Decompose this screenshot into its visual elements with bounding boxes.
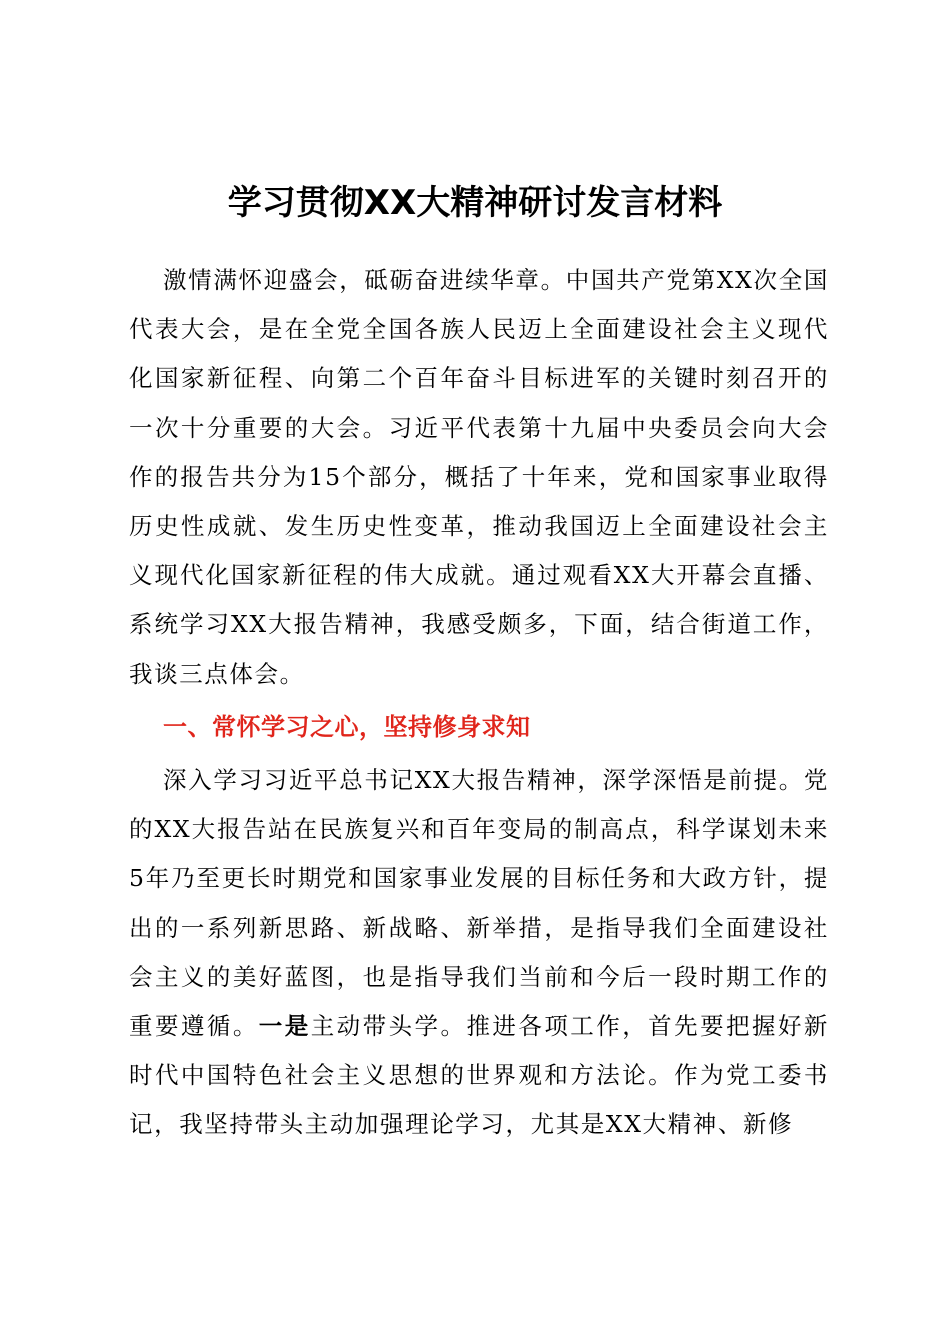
section-heading-1: 一、常怀学习之心，坚持修身求知 xyxy=(163,713,531,741)
section-1-emphasis: 一是 xyxy=(258,1012,311,1041)
section-1-text-a: 深入学习习近平总书记XX大报告精神，深学深悟是前提。党的XX大报告站在民族复兴和百年变局的制高点，科学谋划未来5年乃至更长时期党和国家事业发展的目标任务和大政方针，提出的一系列新思路、新战略、新举措，是指导我们全面建设社会主义的美好蓝图，也是指导我们当前和今后一段时期工作的重要遵循。 xyxy=(129,766,829,1041)
document-title: 学习贯彻XX大精神研讨发言材料 xyxy=(227,183,723,223)
intro-paragraph: 激情满怀迎盛会，砥砺奋进续华章。中国共产党第XX次全国代表大会，是在全党全国各族人民迈上全面建设社会主义现代化国家新征程、向第二个百年奋斗目标进军的关键时刻召开的一次十分重要的大会。习近平代表第十九届中央委员会向大会作的报告共分为15个部分，概括了十年来，党和国家事业取得历史性成就、发生历史性变革，推动我国迈上全面建设社会主义现代化国家新征程的伟大成就。通过观看XX大开幕会直播、系统学习XX大报告精神，我感受颇多，下面，结合街道工作，我谈三点体会。 xyxy=(129,266,829,688)
section-1-paragraph xyxy=(129,756,829,1150)
section-1-text-b: 主动带头学。推进各项工作，首先要把握好新时代中国特色社会主义思想的世界观和方法论。作为党工委书记，我坚持带头主动加强理论学习，尤其是XX大精神、新修 xyxy=(129,1012,830,1139)
